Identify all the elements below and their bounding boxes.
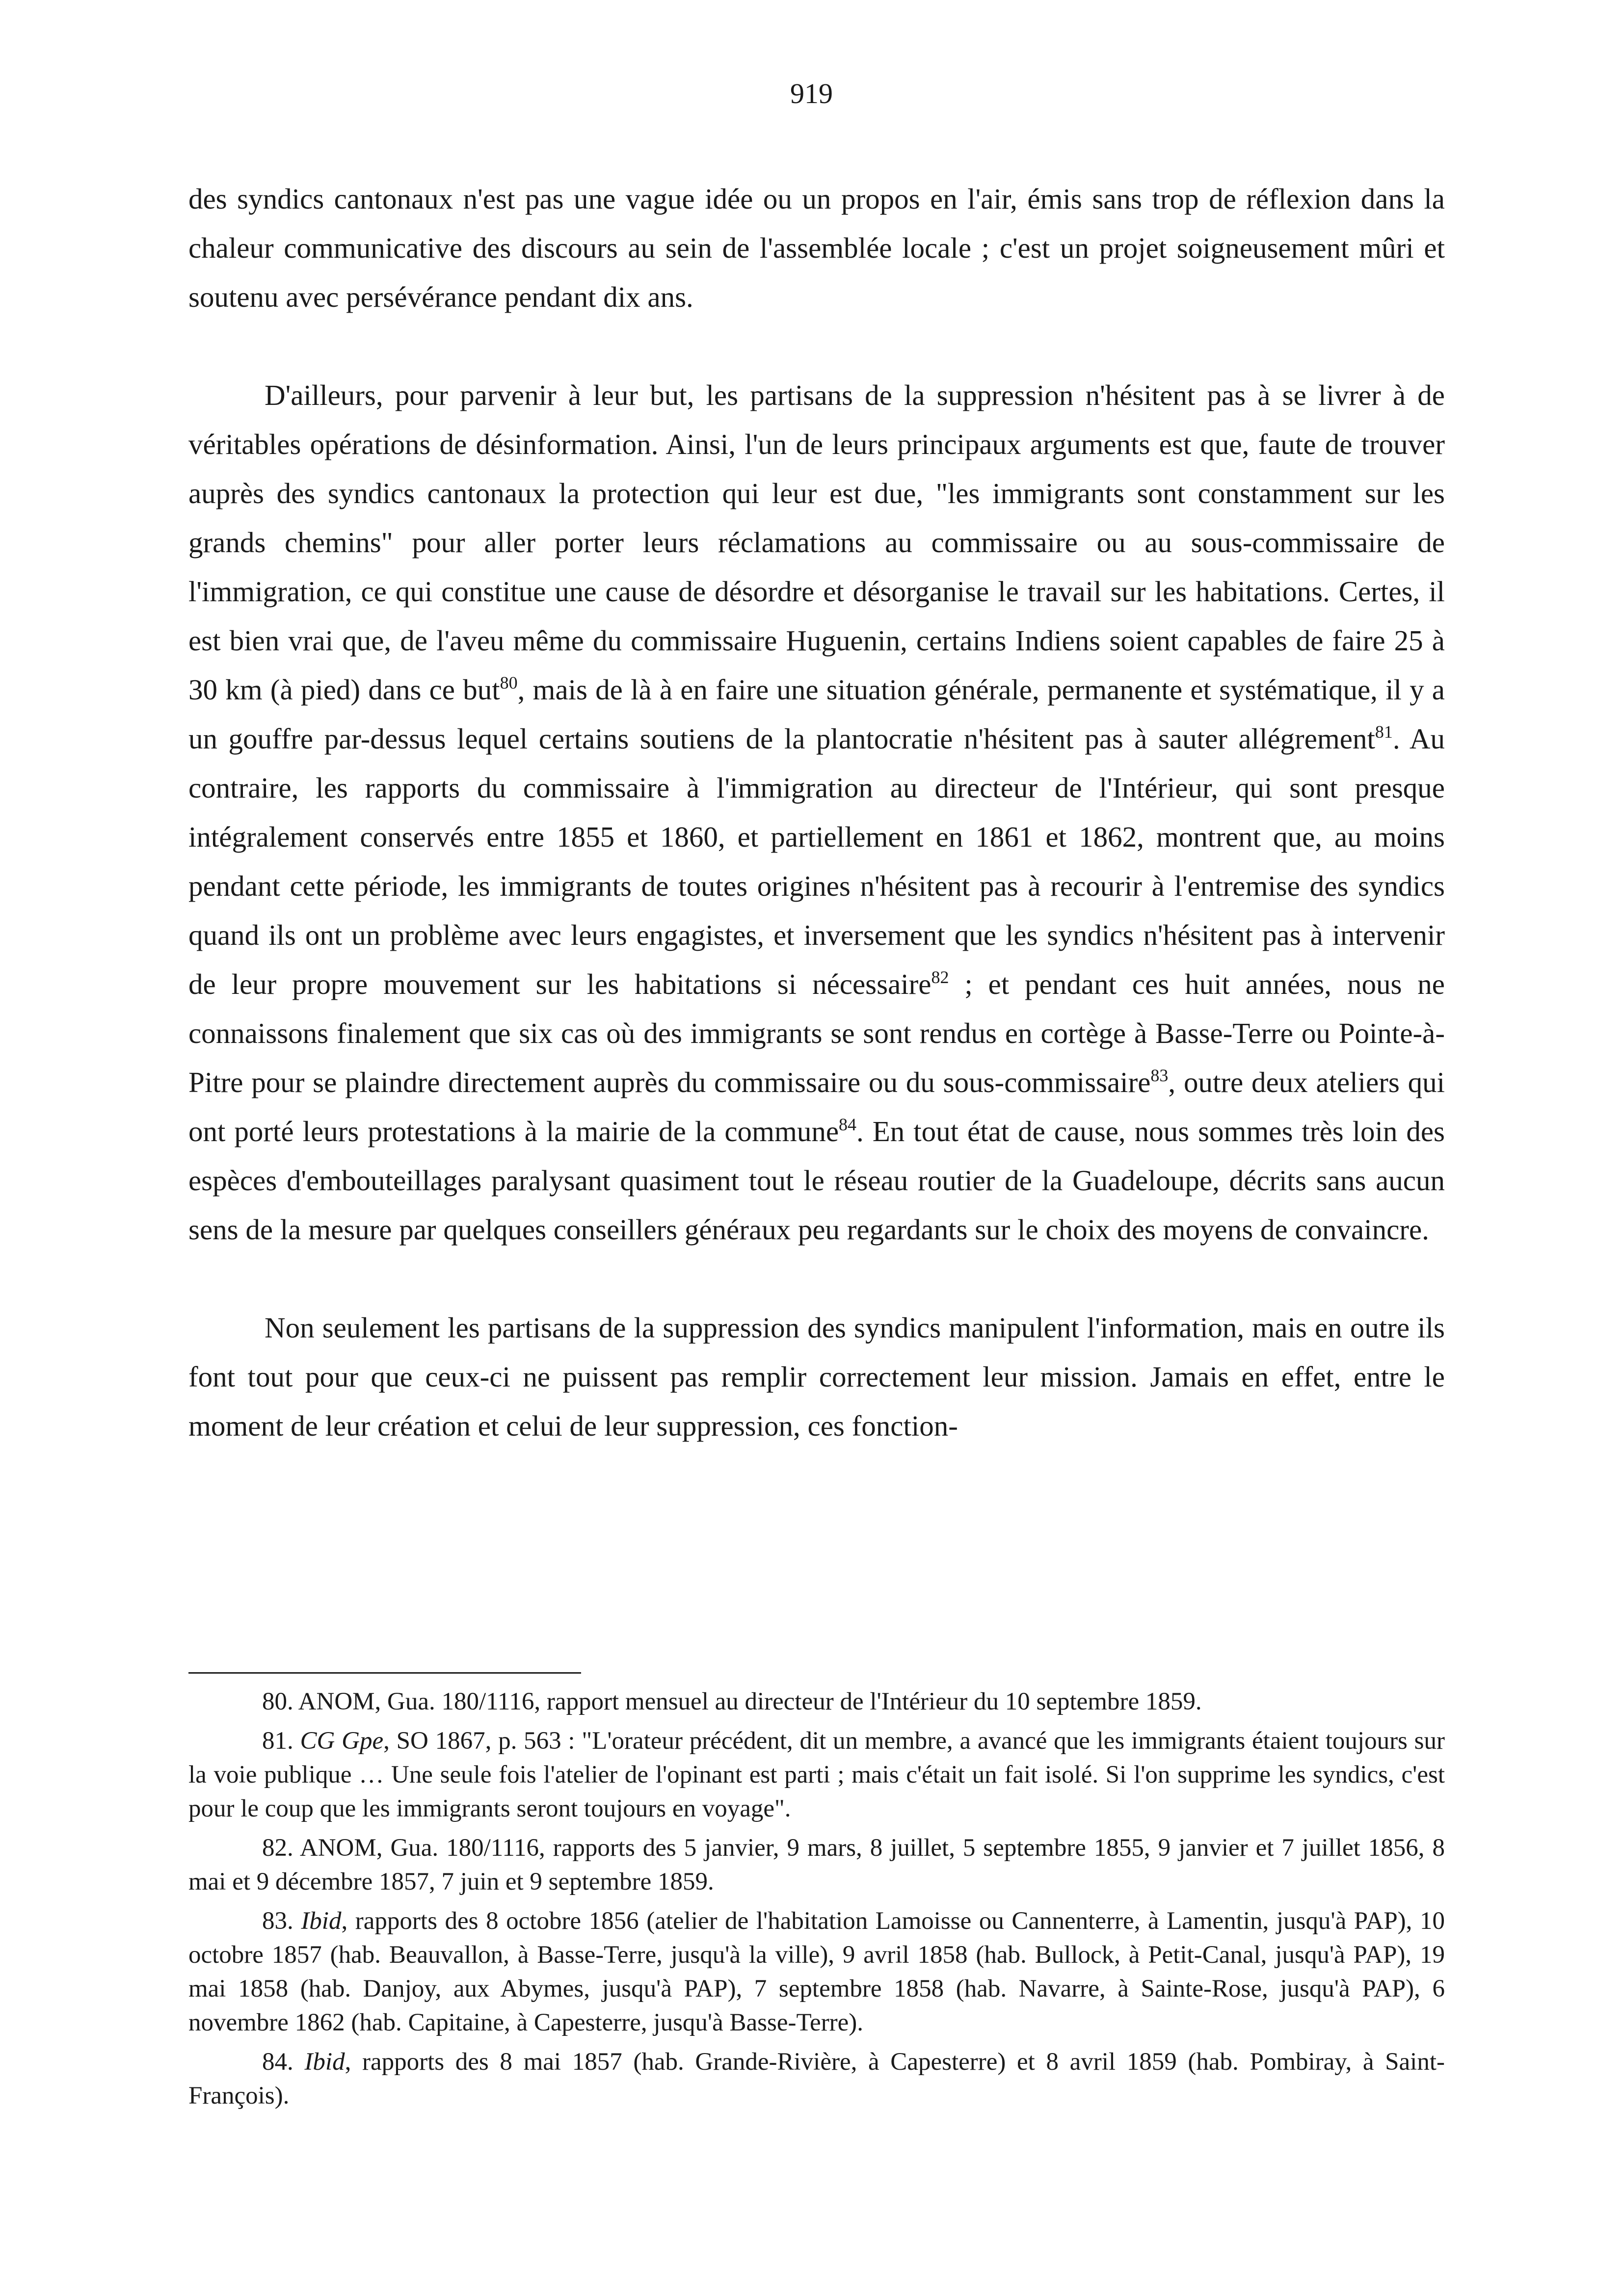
text-run: 81. [262, 1727, 300, 1755]
text-run: des syndics cantonaux n'est pas une vague idée ou un propos en l'air, émis sans trop de réflexion dans la chaleur communicative des discours au sein de l'assemblée locale ; c'est un projet soigneusement mûri et soutenu avec persévérance pendant dix ans. [188, 183, 1445, 313]
body-text [188, 174, 1445, 1450]
text-run: 80. ANOM, Gua. 180/1116, rapport mensuel au directeur de l'Intérieur du 10 septembre 1859. [262, 1688, 1202, 1715]
footnote-separator [188, 1672, 581, 1674]
text-run: , rapports des 8 mai 1857 (hab. Grande-Rivière, à Capesterre) et 8 avril 1859 (hab. Pombiray, à Saint-François). [188, 2048, 1445, 2109]
footnote-81 [188, 1724, 1445, 1826]
text-run: D'ailleurs, pour parvenir à leur but, les partisans de la suppression n'hésitent pas à se livrer à de véritables opérations de désinformation. Ainsi, l'un de leurs principaux arguments est que, faute de trouver auprès des syndics cantonaux la protection qui leur est due, "les immigrants sont constamment sur les grands chemins" pour aller porter leurs réclamations au commissaire ou au sous-commissaire de l'immigration, ce qui constitue une cause de désordre et désorganise le travail sur les habitations. Certes, il est bien vrai que, de l'aveu même du commissaire Huguenin, certains Indiens soient capables de faire 25 à 30 km (à pied) dans ce but [188, 379, 1445, 706]
text-run: , SO 1867, p. 563 : "L'orateur précédent, dit un membre, a avancé que les immigrants étaient toujours sur la voie publique … Une seule fois l'atelier de l'opinant est parti ; mais c'était un fait isolé. Si l'on supprime les syndics, c'est pour le coup que les immigrants seront toujours en voyage". [188, 1727, 1445, 1822]
page-number: 919 [790, 78, 833, 109]
footnote-84 [188, 2045, 1445, 2113]
text-run: . Au contraire, les rapports du commissaire à l'immigration au directeur de l'Intérieur, qui sont presque intégralement conservés entre 1855 et 1860, et partiellement en 1861 et 1862, montrent que, au moins pendant cette période, les immigrants de toutes origines n'hésitent pas à recourir à l'entremise des syndics quand ils ont un problème avec leurs engagistes, et inversement que les syndics n'hésitent pas à intervenir de leur propre mouvement sur les habitations si nécessaire [188, 722, 1445, 1000]
text-run: ; et pendant ces huit années, nous ne connaissons finalement que six cas où des immigrants se sont rendus en cortège à Basse-Terre ou Pointe-à-Pitre pour se plaindre directement auprès du commissaire ou du sous-commissaire [188, 968, 1445, 1098]
footnote-reference: 80 [500, 673, 518, 693]
text-run: , rapports des 8 octobre 1856 (atelier de l'habitation Lamoisse ou Cannenterre, à Lamentin, jusqu'à PAP), 10 octobre 1857 (hab. Beauvallon, à Basse-Terre, jusqu'à la ville), 9 avril 1858 (hab. Bullock, à Petit-Canal, jusqu'à PAP), 19 mai 1858 (hab. Danjoy, aux Abymes, jusqu'à PAP), 7 septembre 1858 (hab. Navarre, à Sainte-Rose, jusqu'à PAP), 6 novembre 1862 (hab. Capitaine, à Capesterre, jusqu'à Basse-Terre). [188, 1907, 1445, 2036]
text-run: 82. ANOM, Gua. 180/1116, rapports des 5 janvier, 9 mars, 8 juillet, 5 septembre 1855, 9 janvier et 7 juillet 1856, 8 mai et 9 décembre 1857, 7 juin et 9 septembre 1859. [188, 1834, 1445, 1896]
text-run: 84. [262, 2048, 305, 2076]
footnotes [188, 1685, 1445, 2118]
footnote-83 [188, 1904, 1445, 2040]
footnote-reference: 84 [839, 1115, 857, 1134]
footnote-80 [188, 1685, 1445, 1719]
footnote-82 [188, 1831, 1445, 1899]
text-run: , mais de là à en faire une situation générale, permanente et systématique, il y a un gouffre par-dessus lequel certains soutiens de la plantocratie n'hésitent pas à sauter allégrement [188, 673, 1445, 755]
text-run: Non seulement les partisans de la suppression des syndics manipulent l'information, mais en outre ils font tout pour que ceux-ci ne puissent pas remplir correctement leur mission. Jamais en effet, entre le moment de leur création et celui de leur suppression, ces fonction- [188, 1311, 1445, 1442]
paragraph-manipulation [188, 1303, 1445, 1450]
footnote-reference: 81 [1375, 722, 1393, 742]
text-run: , outre deux ateliers qui ont porté leurs protestations à la mairie de la commune [188, 1066, 1445, 1148]
footnote-reference: 82 [931, 967, 949, 987]
text-run: 83. [262, 1907, 301, 1935]
italic-citation: CG Gpe [300, 1727, 384, 1755]
italic-citation: Ibid [304, 2048, 345, 2076]
paragraph-continued [188, 174, 1445, 321]
text-run: . En tout état de cause, nous sommes très loin des espèces d'embouteillages paralysant quasiment tout le réseau routier de la Guadeloupe, décrits sans aucun sens de la mesure par quelques conseillers généraux peu regardants sur le choix des moyens de convaincre. [188, 1115, 1445, 1246]
paragraph-disinformation [188, 371, 1445, 1254]
footnote-reference: 83 [1150, 1066, 1169, 1085]
italic-citation: Ibid [301, 1907, 342, 1935]
